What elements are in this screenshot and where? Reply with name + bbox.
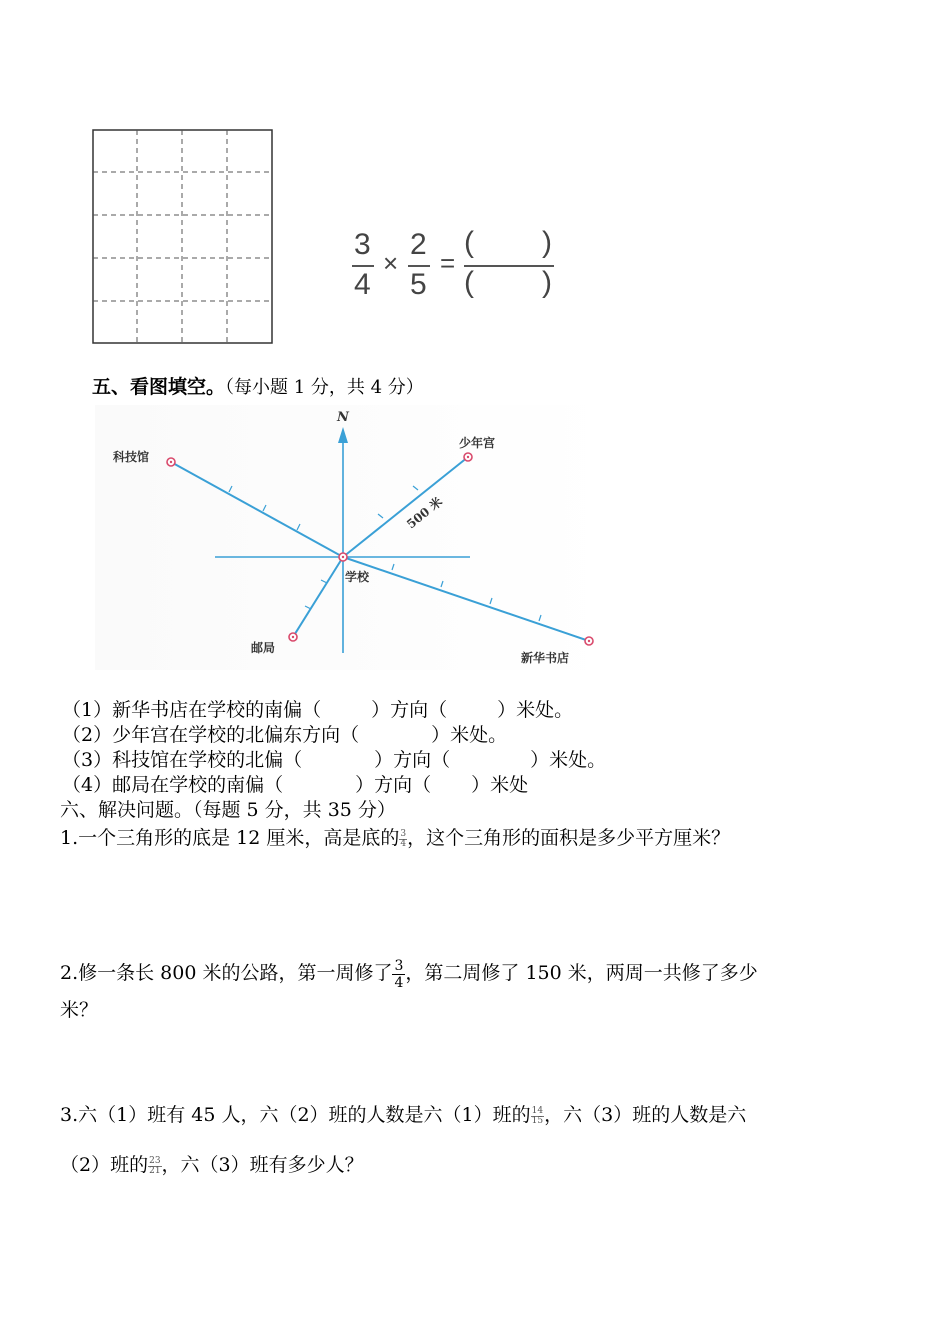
frac2-denominator: 5 [410,268,427,301]
q4-text-a: （4）邮局在学校的南偏（ [62,774,284,796]
p2-frac-num: 3 [394,957,404,974]
frac2-bar [408,265,430,267]
frac2-numerator: 2 [410,228,427,261]
p1-frac-den: 4 [400,838,407,849]
p2-fraction [392,959,405,990]
problem-2-line-2: 米？ [60,999,99,1021]
p3-text-a: 3.六（1）班有 45 人，六（2）班的人数是六（1）班的 [60,1104,531,1126]
section6-title: 六、解决问题。（每题 5 分，共 35 分） [60,799,396,821]
p3-frac2-num: 23 [149,1155,161,1166]
answer-denominator-open: ( [464,266,474,299]
shaonian-label: 少年宫 [459,436,496,450]
answer-numerator-open: ( [464,226,474,259]
problem-3-line-1 [60,1100,746,1130]
youju-label: 邮局 [251,641,276,655]
p1-text-b: ，这个三角形的面积是多少平方厘米？ [407,827,731,849]
keji-label: 科技馆 [113,450,150,464]
fill-question-4 [62,773,528,797]
answer-numerator-close: ) [542,226,552,259]
p2-frac-den: 4 [394,974,404,991]
grid-figure [92,129,274,345]
p1-fraction [399,830,407,849]
p2-text-a: 2.修一条长 800 米的公路，第一周修了 [60,962,393,984]
p3-text-b: ，六（3）班的人数是六 [544,1104,747,1126]
p3-frac1-den: 15 [531,1115,544,1126]
p3-frac2-den: 21 [149,1165,161,1176]
q2-text-a: （2）少年宫在学校的北偏东方向（ [62,724,360,746]
frac1-denominator: 4 [354,268,371,301]
q2-text-b: ）米处。 [431,724,508,746]
section5-note: （每小题 1 分，共 4 分） [225,377,424,398]
direction-map [95,405,615,670]
q3-text-a: （3）科技馆在学校的北偏（ [62,749,303,771]
fill-question-3 [62,748,606,772]
q4-text-c: ）米处 [471,774,529,796]
equals-sign: = [440,248,456,278]
school-label: 学校 [345,570,370,584]
q3-text-b: ）方向（ [374,749,451,771]
q4-text-b: ）方向（ [355,774,432,796]
p1-frac-num: 3 [400,828,407,839]
q1-text-a: （1）新华书店在学校的南偏（ [62,699,322,721]
answer-bar [464,265,554,267]
q3-text-c: ）米处。 [530,749,607,771]
p3-frac1-num: 14 [531,1105,544,1116]
frac1-numerator: 3 [354,228,371,261]
distance-label: 500 米 [404,494,445,532]
times-sign: × [383,248,399,278]
p2-text-b: ，第二周修了 150 米，两周一共修了多少 [405,962,758,984]
frac1-bar [352,265,374,267]
p3-text-c: （2）班的 [60,1154,149,1176]
section5-title: 五、看图填空。 [92,376,226,398]
p1-text-a: 1.一个三角形的底是 12 厘米，高是底的 [60,827,400,849]
grid-dashed-lines [93,130,272,343]
q1-text-b: ）方向（ [371,699,448,721]
problem-3-line-2 [60,1150,364,1180]
q1-text-c: ）米处。 [497,699,574,721]
p3-fraction-2 [148,1157,161,1176]
fill-question-2 [62,723,507,747]
problem-2-line-1 [60,958,758,990]
north-label: N [337,410,349,425]
p3-fraction-1 [531,1107,544,1126]
problem-1 [60,826,730,850]
section5-heading [92,375,424,400]
fraction-equation [350,228,565,308]
answer-denominator-close: ) [542,266,552,299]
p3-text-d: ，六（3）班有多少人？ [161,1154,364,1176]
xinhua-label: 新华书店 [521,651,570,665]
fill-question-1 [62,698,573,722]
